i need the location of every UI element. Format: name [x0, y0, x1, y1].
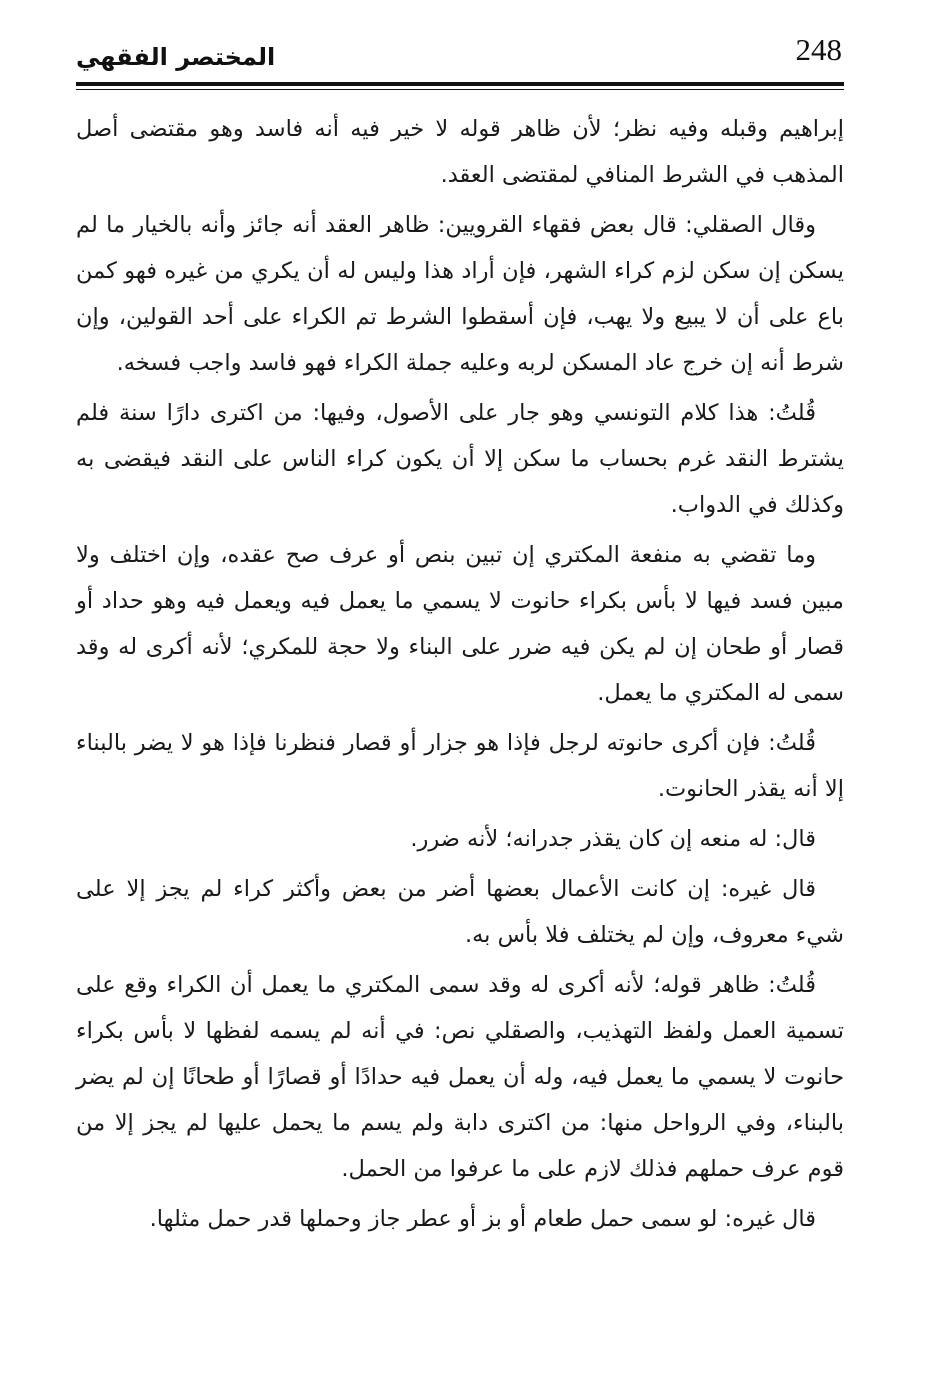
- paragraph-1: إبراهيم وقبله وفيه نظر؛ لأن ظاهر قوله لا خير فيه أنه فاسد وهو مقتضى أصل المذهب في الشرط المنافي لمقتضى العقد.: [76, 116, 844, 188]
- paragraph-9: قال غيره: لو سمى حمل طعام أو بز أو عطر جاز وحملها قدر حمل مثلها.: [149, 1206, 816, 1232]
- page-body: [76, 106, 844, 1246]
- paragraph-2: وقال الصقلي: قال بعض فقهاء القرويين: ظاهر العقد أنه جائز وأنه بالخيار ما لم يسكن إن سكن لزم كراء الشهر، فإن أراد هذا وليس له أن يكري من غيره فهو كمن باع على أن لا يبيع ولا يهب، فإن أسقطوا الشرط تم الكراء على أحد القولين، وإن شرط أنه إن خرج عاد المسكن لربه وعليه جملة الكراء فهو فاسد واجب فسخه.: [76, 212, 844, 376]
- page-number: 248: [795, 32, 842, 67]
- paragraph-8: قُلتُ: ظاهر قوله؛ لأنه أكرى له وقد سمى المكتري ما يعمل أن الكراء وقع على تسمية العمل ولفظ التهذيب، والصقلي نص: في أنه لم يسمه لفظها لا بأس بكراء حانوت لا يسمي ما يعمل فيه، وله أن يعمل فيه حدادًا أو قصارًا أو طحانًا إن لم يضر بالبناء، وفي الرواحل منها: من اكترى دابة ولم يسم ما يحمل عليها لم يجز إلا من قوم عرف حملهم فذلك لازم على ما عرفوا من الحمل.: [76, 972, 844, 1182]
- running-title: المختصر الفقهي: [76, 43, 276, 71]
- paragraph-7: قال غيره: إن كانت الأعمال بعضها أضر من بعض وأكثر كراء لم يجز إلا على شيء معروف، وإن لم يختلف فلا بأس به.: [76, 876, 844, 948]
- header-rule-thin: [76, 89, 844, 90]
- paragraph-6: قال: له منعه إن كان يقذر جدرانه؛ لأنه ضرر.: [410, 826, 816, 852]
- paragraph-3: قُلتُ: هذا كلام التونسي وهو جار على الأصول، وفيها: من اكترى دارًا سنة فلم يشترط النقد غرم بحساب ما سكن إلا أن يكون كراء الناس على النقد فيقضى به وكذلك في الدواب.: [76, 400, 844, 518]
- paragraph-4: وما تقضي به منفعة المكتري إن تبين بنص أو عرف صح عقده، وإن اختلف ولا مبين فسد فيها لا بأس بكراء حانوت لا يسمي ما يعمل فيه ويعمل فيه وهو حداد أو قصار أو طحان إن لم يكن فيه ضرر على البناء ولا حجة للمكري؛ لأنه أكرى له وقد سمى له المكتري ما يعمل.: [76, 542, 844, 706]
- header-rule-thick: [76, 82, 844, 86]
- page-header: [76, 26, 844, 84]
- paragraph-5: قُلتُ: فإن أكرى حانوته لرجل فإذا هو جزار أو قصار فنظرنا فإذا هو لا يضر بالبناء إلا أنه يقذر الحانوت.: [76, 730, 844, 802]
